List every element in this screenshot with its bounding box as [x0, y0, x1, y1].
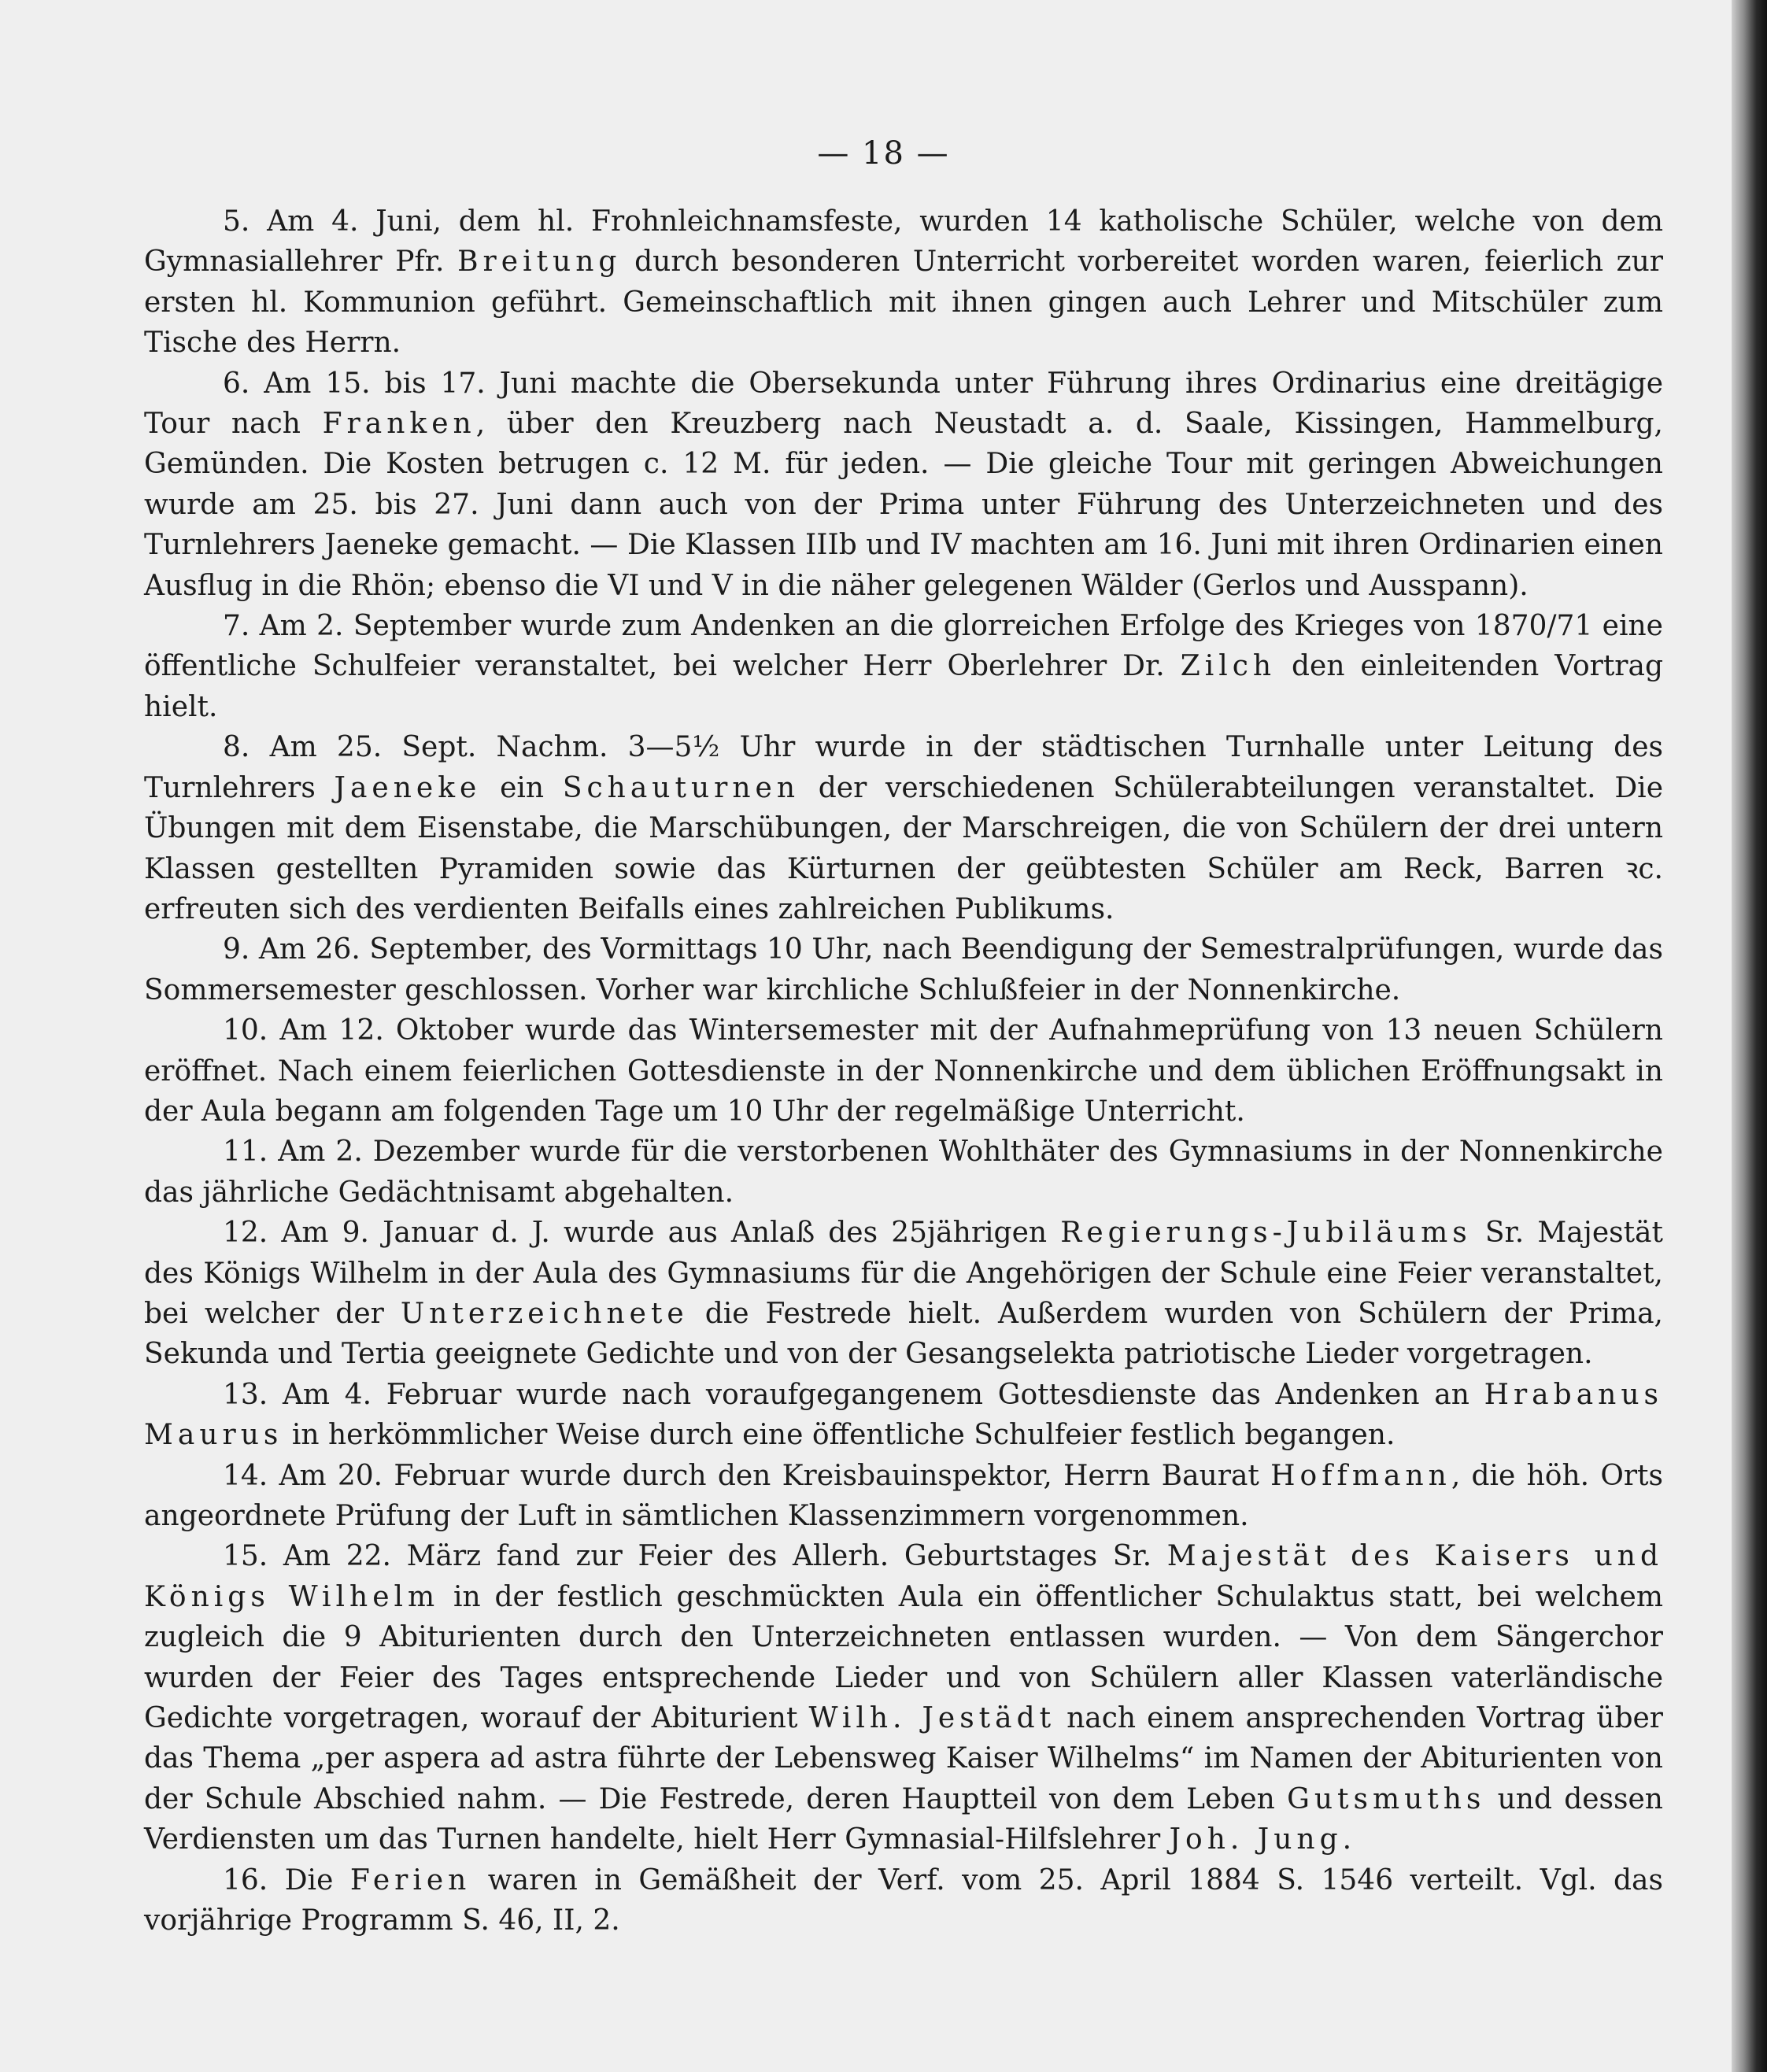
paragraph-12 [144, 1860, 1663, 1941]
text-run: ein [481, 771, 563, 804]
page-number: — 18 — [817, 135, 950, 172]
text-run: in der festlich geschmückten Aula ein öffentlicher Schulaktus statt, bei welchem zugleich die 9 Abiturienten durch den Unterzeichneten entlassen wurden. — Von dem Sängerchor wurden der Feier des Tages entsprechende Lieder und von Schülern aller Klassen vaterländische Gedichte vorgetragen, worauf der Abiturient [144, 1580, 1663, 1735]
text-run: der verschiedenen Schülerabteilungen veranstaltet. Die Übungen mit dem Eisenstabe, die Marschübungen, der Marschreigen, die von Schülern der drei untern Klassen gestellten Pyramiden sowie das Kürturnen der geübtesten Schüler am Reck, Barren ꝛc. erfreuten sich des verdienten Beifalls eines zahlreichen Publikums. [144, 771, 1663, 925]
paragraph-1 [144, 201, 1663, 364]
spaced-emphasis-text: Breitung [457, 246, 622, 279]
text-run: 8. Am 25. Sept. Nachm. 3—5½ Uhr wurde in der städtischen Turnhalle unter Leitung des Turnlehrers [144, 731, 1663, 804]
text-run: 10. Am 12. Oktober wurde das Wintersemester mit der Aufnahmeprüfung von 13 neuen Schülern eröffnet. Nach einem feierlichen Gottesdienste in der Nonnenkirche und dem üblichen Eröffnungsakt in der Aula begann am folgenden Tage um 10 Uhr der regelmäßige Unterricht. [144, 1014, 1663, 1128]
paragraph-6 [144, 1010, 1663, 1132]
text-run: 11. Am 2. Dezember wurde für die verstorbenen Wohlthäter des Gymnasiums in der Nonnenkirche das jährliche Gedächtnisamt abgehalten. [144, 1136, 1663, 1209]
spaced-emphasis-text: Hoffmann [1270, 1459, 1451, 1492]
text-run: und dessen Verdiensten um das Turnen handelte, hielt Herr Gymnasial-Hilfslehrer [144, 1782, 1663, 1856]
text-run: 16. Die [223, 1863, 350, 1897]
paragraph-5 [144, 929, 1663, 1010]
text-run: Sr. Majestät des Königs Wilhelm in der Aula des Gymnasiums für die Angehörigen der Schule eine Feier veranstaltet, bei welcher der [144, 1217, 1663, 1330]
paragraph-11 [144, 1536, 1663, 1860]
paragraph-8 [144, 1213, 1663, 1375]
text-run: 7. Am 2. September wurde zum Andenken an die glorreichen Erfolge des Krieges von 1870/71 eine öffentliche Schulfeier veranstaltet, bei welcher Herr Oberlehrer Dr. [144, 610, 1663, 683]
spaced-emphasis-text: Ferien [349, 1863, 471, 1897]
book-spine-shadow [1732, 0, 1767, 2072]
spaced-emphasis-text: Regierungs-Jubiläums [1060, 1217, 1472, 1250]
text-run: 13. Am 4. Februar wurde nach voraufgegangenem Gottesdienste das Andenken an [223, 1378, 1484, 1411]
text-run: 12. Am 9. Januar d. J. wurde aus Anlaß des 25jährigen [223, 1217, 1061, 1250]
text-run: die Festrede hielt. Außerdem wurden von Schülern der Prima, Sekunda und Tertia geeignete Gedichte und von der Gesangselekta patriotische Lieder vorgetragen. [144, 1297, 1663, 1371]
text-run: durch besonderen Unterricht vorbereitet worden waren, feierlich zur ersten hl. Kommunion geführt. Gemeinschaftlich mit ihnen gingen auch Lehrer und Mitschüler zum Tische des Herrn. [144, 246, 1663, 360]
spaced-emphasis-text: Hrabanus Maurus [144, 1378, 1663, 1452]
spaced-emphasis-text: Zilch [1180, 650, 1277, 683]
text-run: 5. Am 4. Juni, dem hl. Frohnleichnamsfeste, wurden 14 katholische Schüler, welche von dem Gymnasiallehrer Pfr. [144, 205, 1663, 279]
text-run: den einleitenden Vortrag hielt. [144, 650, 1664, 723]
body-text [144, 201, 1663, 1941]
spaced-emphasis-text: Schauturnen [562, 771, 800, 804]
text-run: . [1342, 1823, 1352, 1856]
text-run: , die höh. Orts angeordnete Prüfung der Luft in sämtlichen Klassenzimmern vorgenommen. [144, 1459, 1663, 1532]
spaced-emphasis-text: Gutsmuths [1287, 1782, 1486, 1815]
text-run: waren in Gemäßheit der Verf. vom 25. April 1884 S. 1546 verteilt. Vgl. das vorjährige Programm S. 46, II, 2. [144, 1863, 1663, 1937]
text-run: 9. Am 26. September, des Vormittags 10 Uhr, nach Beendigung der Semestralprüfungen, wurde das Sommersemester geschlossen. Vorher war kirchliche Schlußfeier in der Nonnenkirche. [144, 933, 1663, 1006]
text-run: 14. Am 20. Februar wurde durch den Kreisbauinspektor, Herrn Baurat [223, 1459, 1271, 1492]
spaced-emphasis-text: Joh. Jung [1169, 1823, 1343, 1856]
spaced-emphasis-text: Franken [322, 408, 476, 441]
spaced-emphasis-text: Wilh. Jestädt [808, 1702, 1056, 1735]
paragraph-9 [144, 1375, 1663, 1456]
text-run: in herkömmlicher Weise durch eine öffentliche Schulfeier festlich begangen. [283, 1419, 1395, 1452]
text-run: , über den Kreuzberg nach Neustadt a. d. Saale, Kissingen, Hammelburg, Gemünden. Die Kosten betrugen c. 12 M. für jeden. — Die gleiche Tour mit geringen Abweichungen wurde am 25. bis 27. Juni dann auch von der Prima unter Führung des Unterzeichneten und des Turnlehrers Jaeneke gemacht. — Die Klassen IIIb und IV machten am 16. Juni mit ihren Ordinarien einen Ausflug in die Rhön; ebenso die VI und V in die näher gelegenen Wälder (Gerlos und Ausspann). [144, 408, 1663, 602]
paragraph-4 [144, 727, 1663, 929]
spaced-emphasis-text: Majestät des Kaisers und Königs Wilhelm [144, 1540, 1663, 1613]
spaced-emphasis-text: Unterzeichnete [400, 1297, 689, 1330]
text-run: 15. Am 22. März fand zur Feier des Allerh. Geburtstages Sr. [223, 1540, 1167, 1573]
text-run: 6. Am 15. bis 17. Juni machte die Obersekunda unter Führung ihres Ordinarius eine dreitägige Tour nach [144, 367, 1663, 441]
text-run: nach einem ansprechenden Vortrag über das Thema „per aspera ad astra führte der Lebensweg Kaiser Wilhelms“ im Namen der Abiturienten von der Schule Abschied nahm. — Die Festrede, deren Hauptteil von dem Leben [144, 1702, 1664, 1815]
paragraph-2 [144, 364, 1663, 606]
paragraph-3 [144, 606, 1663, 727]
paragraph-7 [144, 1132, 1663, 1213]
spaced-emphasis-text: Jaeneke [334, 771, 482, 804]
paragraph-10 [144, 1456, 1663, 1537]
